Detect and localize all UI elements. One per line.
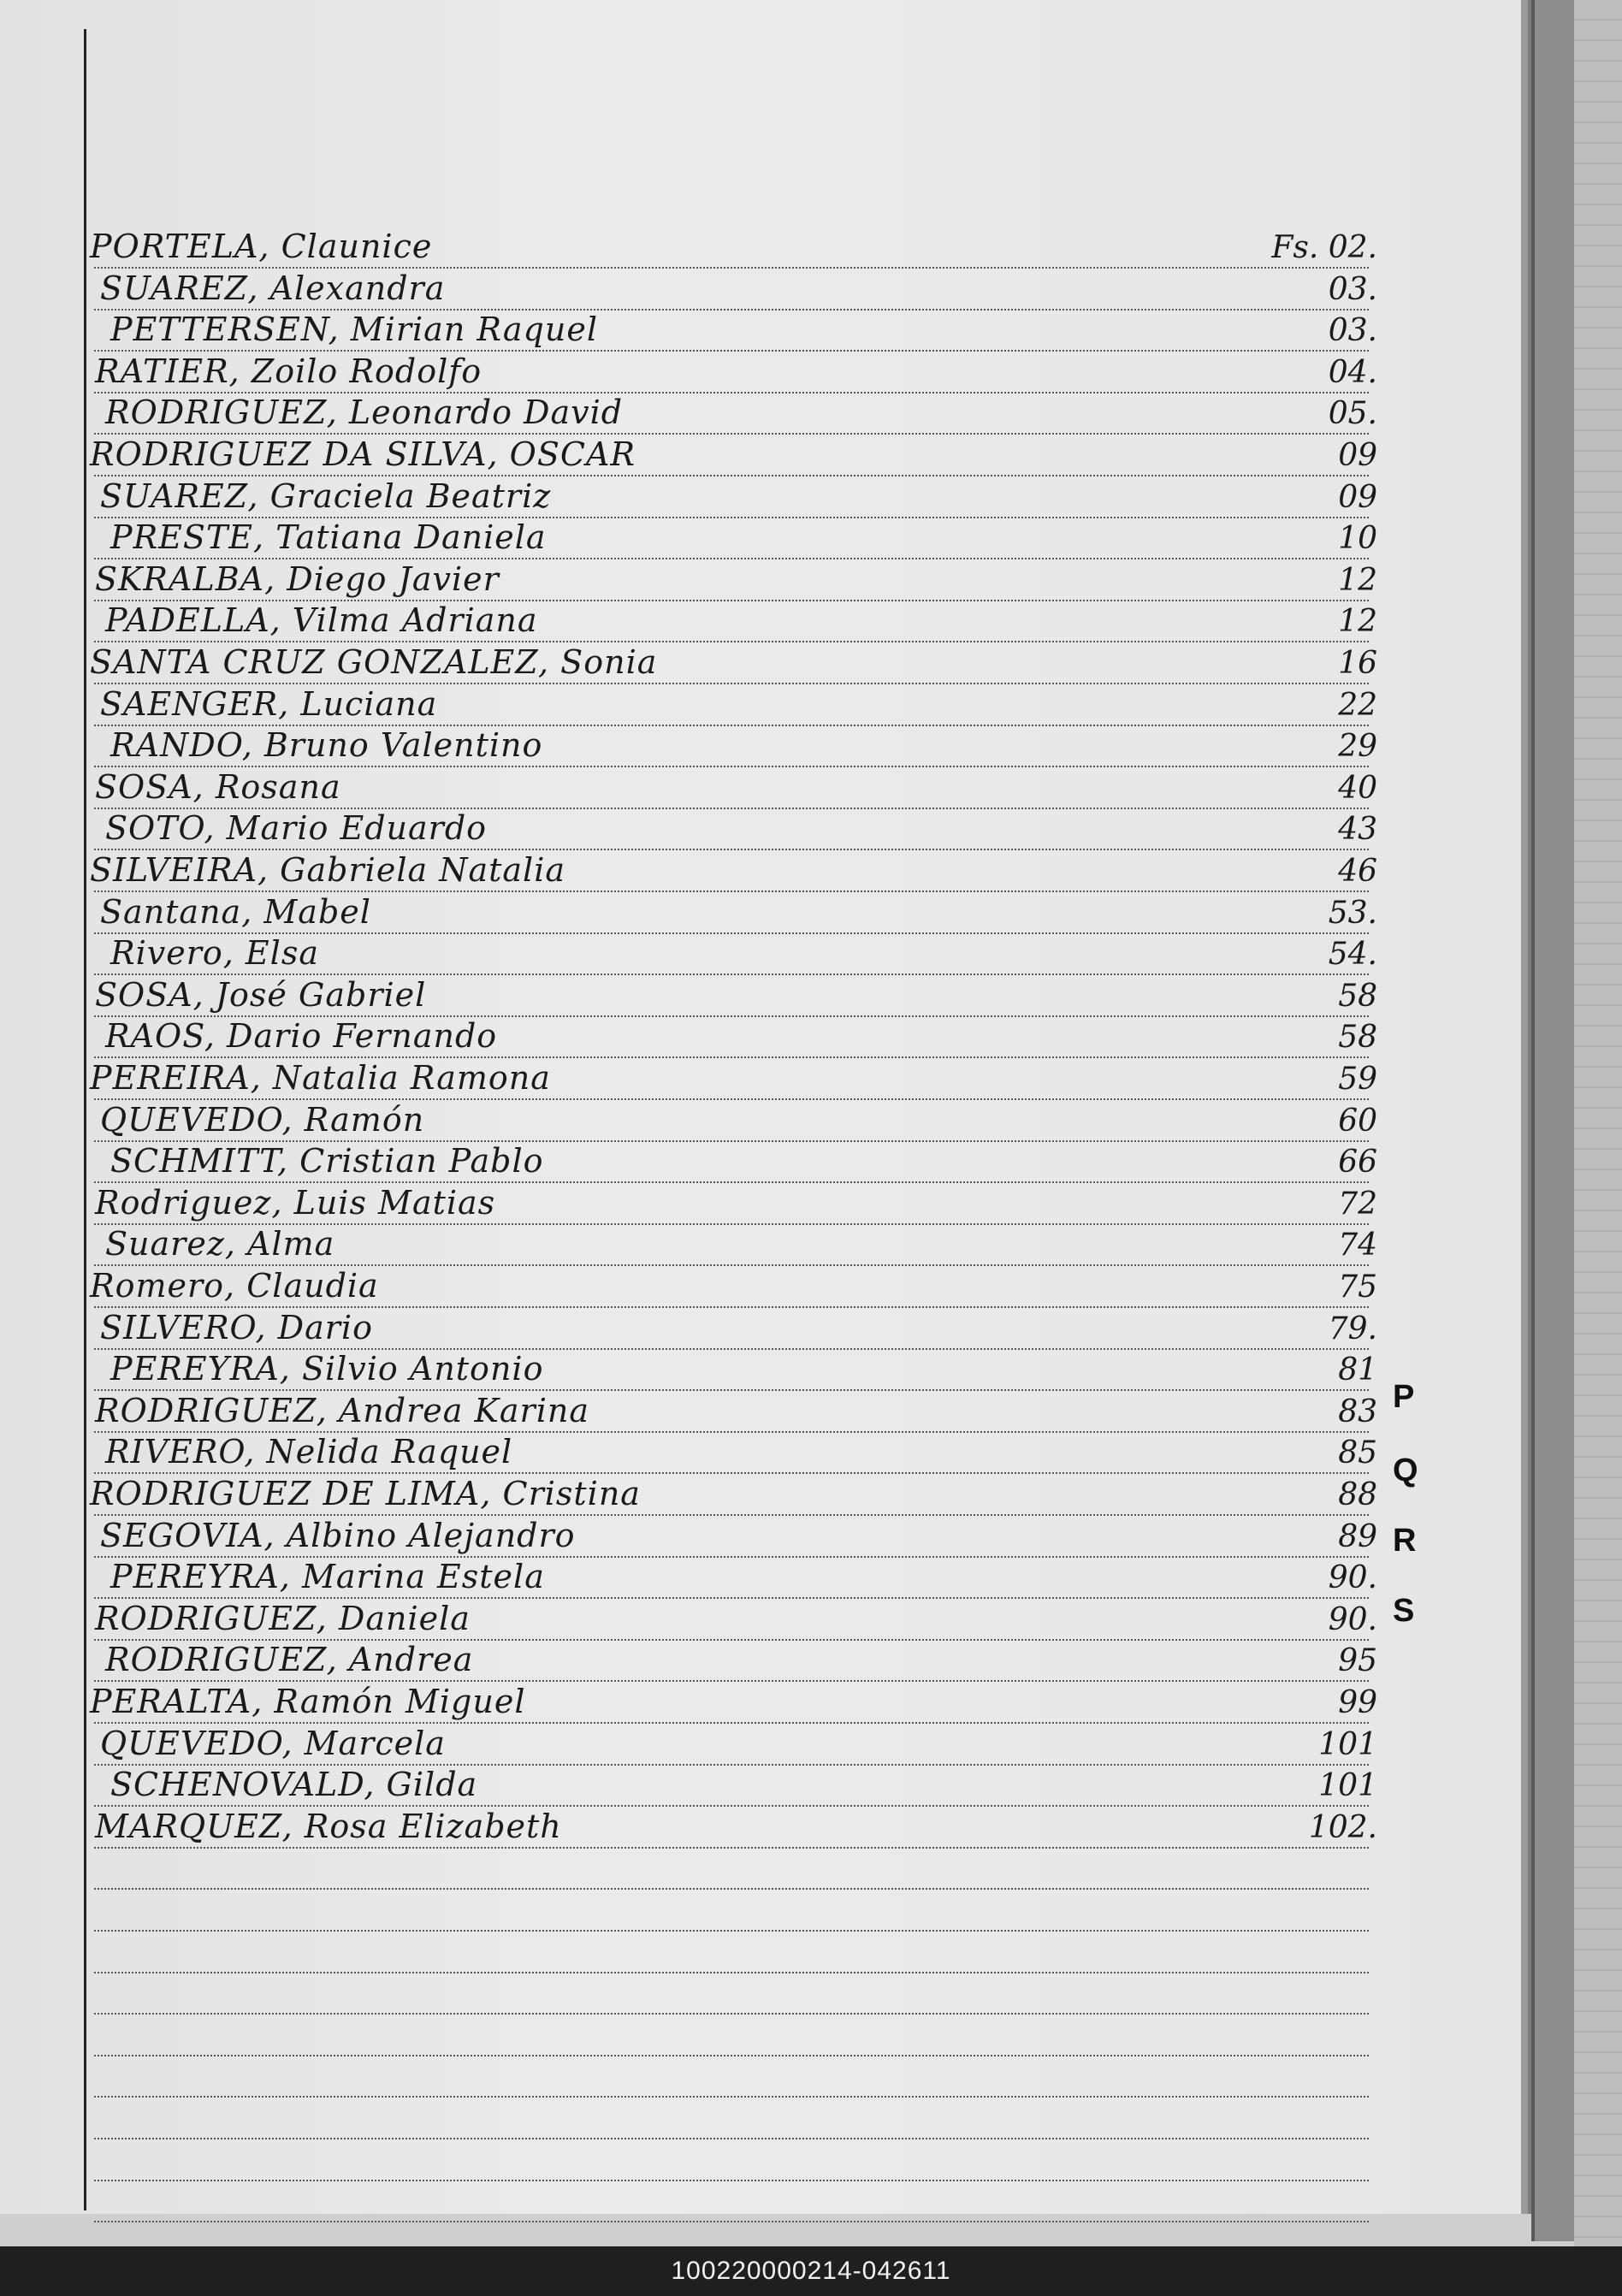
entry-folio: 12 xyxy=(1338,604,1377,640)
entry-folio: 101 xyxy=(1318,1768,1377,1804)
entry-name: SILVERO, Dario xyxy=(100,1308,373,1346)
entry-name: PETTERSEN, Mirian Raquel xyxy=(110,311,598,349)
list-item xyxy=(0,517,1412,558)
list-item xyxy=(0,1598,1412,1639)
entry-name: SILVEIRA, Gabriela Natalia xyxy=(90,851,565,889)
ruled-line xyxy=(94,2180,1369,2181)
entry-name: PEREYRA, Silvio Antonio xyxy=(110,1350,544,1388)
entry-folio: 09 xyxy=(1338,479,1377,515)
ruled-line xyxy=(94,1847,1369,1849)
entry-folio: 88 xyxy=(1338,1477,1377,1512)
list-item xyxy=(0,1057,1412,1098)
ruled-line xyxy=(94,1930,1369,1932)
ruled-line xyxy=(94,1888,1369,1890)
entry-folio: 60 xyxy=(1338,1103,1377,1139)
entry-folio: 46 xyxy=(1338,854,1377,889)
entry-folio: 79. xyxy=(1328,1311,1377,1346)
list-item xyxy=(0,891,1412,932)
list-item xyxy=(0,1182,1412,1223)
list-item xyxy=(0,1140,1412,1181)
list-item xyxy=(0,849,1412,891)
entry-name: SOSA, Rosana xyxy=(95,767,341,806)
entry-folio: 75 xyxy=(1338,1269,1377,1305)
list-item xyxy=(0,1764,1412,1805)
entry-folio: 85 xyxy=(1338,1435,1377,1471)
ruled-line xyxy=(94,2221,1369,2222)
entry-name: Santana, Mabel xyxy=(100,892,371,931)
entry-name: SAENGER, Luciana xyxy=(100,684,438,723)
list-item xyxy=(0,1515,1412,1556)
index-letter-p[interactable]: P xyxy=(1393,1379,1415,1415)
ruled-line xyxy=(94,1972,1369,1973)
list-item xyxy=(0,1307,1412,1348)
list-item xyxy=(0,1390,1412,1431)
list-item xyxy=(0,1348,1412,1389)
list-item xyxy=(0,808,1412,849)
index-letter-s[interactable]: S xyxy=(1393,1593,1415,1629)
list-item xyxy=(0,1639,1412,1680)
entry-folio: 09 xyxy=(1338,438,1377,473)
entry-name: MARQUEZ, Rosa Elizabeth xyxy=(95,1807,562,1845)
entry-name: RODRIGUEZ DA SILVA, OSCAR xyxy=(90,435,636,473)
entry-folio: 53. xyxy=(1328,895,1377,931)
ruled-line xyxy=(94,2138,1369,2139)
entry-folio: 40 xyxy=(1338,770,1377,806)
entry-folio: 58 xyxy=(1338,1020,1377,1056)
entry-name: RANDO, Bruno Valentino xyxy=(110,726,543,765)
list-item xyxy=(0,683,1412,725)
entry-name: SOSA, José Gabriel xyxy=(95,975,427,1014)
list-item xyxy=(0,1473,1412,1514)
entry-name: QUEVEDO, Ramón xyxy=(100,1100,425,1139)
entry-name: PEREYRA, Marina Estela xyxy=(110,1558,545,1596)
barcode-number: 100220000214-042611 xyxy=(671,2257,951,2285)
entry-folio: 54. xyxy=(1328,937,1377,973)
entry-name: Suarez, Alma xyxy=(105,1225,335,1263)
list-item xyxy=(0,268,1412,309)
list-item xyxy=(0,766,1412,808)
entry-folio: 05. xyxy=(1328,396,1377,432)
list-item xyxy=(0,434,1412,475)
ruled-line xyxy=(94,2013,1369,2015)
entry-folio: 95 xyxy=(1338,1643,1377,1679)
entry-name: RIVERO, Nelida Raquel xyxy=(105,1433,513,1471)
entry-name: PEREIRA, Natalia Ramona xyxy=(90,1059,551,1097)
entry-name: SUAREZ, Graciela Beatriz xyxy=(100,476,552,515)
list-item xyxy=(0,1099,1412,1140)
list-item xyxy=(0,559,1412,600)
entry-folio: 102. xyxy=(1308,1809,1377,1845)
entry-folio: 03. xyxy=(1328,313,1377,349)
entry-name: SOTO, Mario Eduardo xyxy=(105,809,488,848)
ruled-line xyxy=(94,2055,1369,2056)
list-item xyxy=(0,1806,1412,1847)
ruled-line xyxy=(94,2096,1369,2098)
list-item xyxy=(0,1556,1412,1597)
entry-folio: 89 xyxy=(1338,1518,1377,1554)
entry-folio: 72 xyxy=(1338,1186,1377,1222)
entry-name: RATIER, Zoilo Rodolfo xyxy=(95,352,482,390)
entry-name: PERALTA, Ramón Miguel xyxy=(90,1683,526,1720)
entry-folio: 74 xyxy=(1338,1228,1377,1263)
entry-folio: 59 xyxy=(1338,1062,1377,1097)
entry-name: RODRIGUEZ, Andrea xyxy=(105,1641,474,1679)
entry-folio: 04. xyxy=(1328,354,1377,390)
list-item xyxy=(0,1723,1412,1764)
list-item xyxy=(0,932,1412,973)
entry-folio: 101 xyxy=(1318,1726,1377,1762)
entry-folio: 03. xyxy=(1328,271,1377,307)
list-item xyxy=(0,1431,1412,1472)
entry-name: PRESTE, Tatiana Daniela xyxy=(110,518,547,557)
book-binding xyxy=(1531,0,1578,2241)
list-item xyxy=(0,476,1412,517)
entry-folio: 12 xyxy=(1338,562,1377,598)
entry-folio: 29 xyxy=(1338,729,1377,765)
entry-name: Rodriguez, Luis Matias xyxy=(95,1183,496,1222)
list-item xyxy=(0,1015,1412,1056)
list-item xyxy=(0,309,1412,350)
list-item xyxy=(0,1223,1412,1264)
entry-folio: 16 xyxy=(1338,646,1377,681)
entry-folio: 99 xyxy=(1338,1685,1377,1720)
entry-name: QUEVEDO, Marcela xyxy=(100,1724,446,1762)
entry-folio: 10 xyxy=(1338,521,1377,557)
entry-name: SANTA CRUZ GONZALEZ, Sonia xyxy=(90,643,658,681)
entry-name: SEGOVIA, Albino Alejandro xyxy=(100,1516,576,1554)
list-item xyxy=(0,642,1412,683)
list-item xyxy=(0,600,1412,641)
list-item xyxy=(0,351,1412,392)
entry-folio: Fs. 02. xyxy=(1271,230,1377,265)
page-edges xyxy=(1574,0,1622,2246)
index-letter-r[interactable]: R xyxy=(1393,1523,1417,1559)
entry-name: RODRIGUEZ, Daniela xyxy=(95,1599,471,1637)
entry-folio: 90. xyxy=(1328,1601,1377,1637)
entry-name: RODRIGUEZ DE LIMA, Cristina xyxy=(90,1475,641,1512)
entry-name: RODRIGUEZ, Andrea Karina xyxy=(95,1391,589,1429)
list-item xyxy=(0,392,1412,433)
entry-name: SKRALBA, Diego Javier xyxy=(95,559,500,598)
entry-name: Rivero, Elsa xyxy=(110,934,319,973)
entry-folio: 43 xyxy=(1338,812,1377,848)
entry-name: SCHMITT, Cristian Pablo xyxy=(110,1142,544,1181)
entry-folio: 83 xyxy=(1338,1394,1377,1429)
index-letter-q[interactable]: Q xyxy=(1393,1453,1418,1488)
list-item xyxy=(0,725,1412,766)
entry-folio: 58 xyxy=(1338,978,1377,1014)
list-item xyxy=(0,1681,1412,1722)
list-item xyxy=(0,974,1412,1015)
entry-folio: 90. xyxy=(1328,1560,1377,1596)
entry-name: SCHENOVALD, Gilda xyxy=(110,1766,478,1804)
entry-folio: 81 xyxy=(1338,1352,1377,1388)
entry-name: RAOS, Dario Fernando xyxy=(105,1017,498,1056)
entry-name: PORTELA, Claunice xyxy=(90,228,433,265)
list-item xyxy=(0,226,1412,267)
entry-name: RODRIGUEZ, Leonardo David xyxy=(105,394,624,432)
entry-folio: 66 xyxy=(1338,1145,1377,1181)
entry-folio: 22 xyxy=(1338,687,1377,723)
entry-name: SUAREZ, Alexandra xyxy=(100,269,446,307)
entry-name: PADELLA, Vilma Adriana xyxy=(105,601,538,640)
list-item xyxy=(0,1265,1412,1306)
entry-name: Romero, Claudia xyxy=(90,1267,379,1305)
